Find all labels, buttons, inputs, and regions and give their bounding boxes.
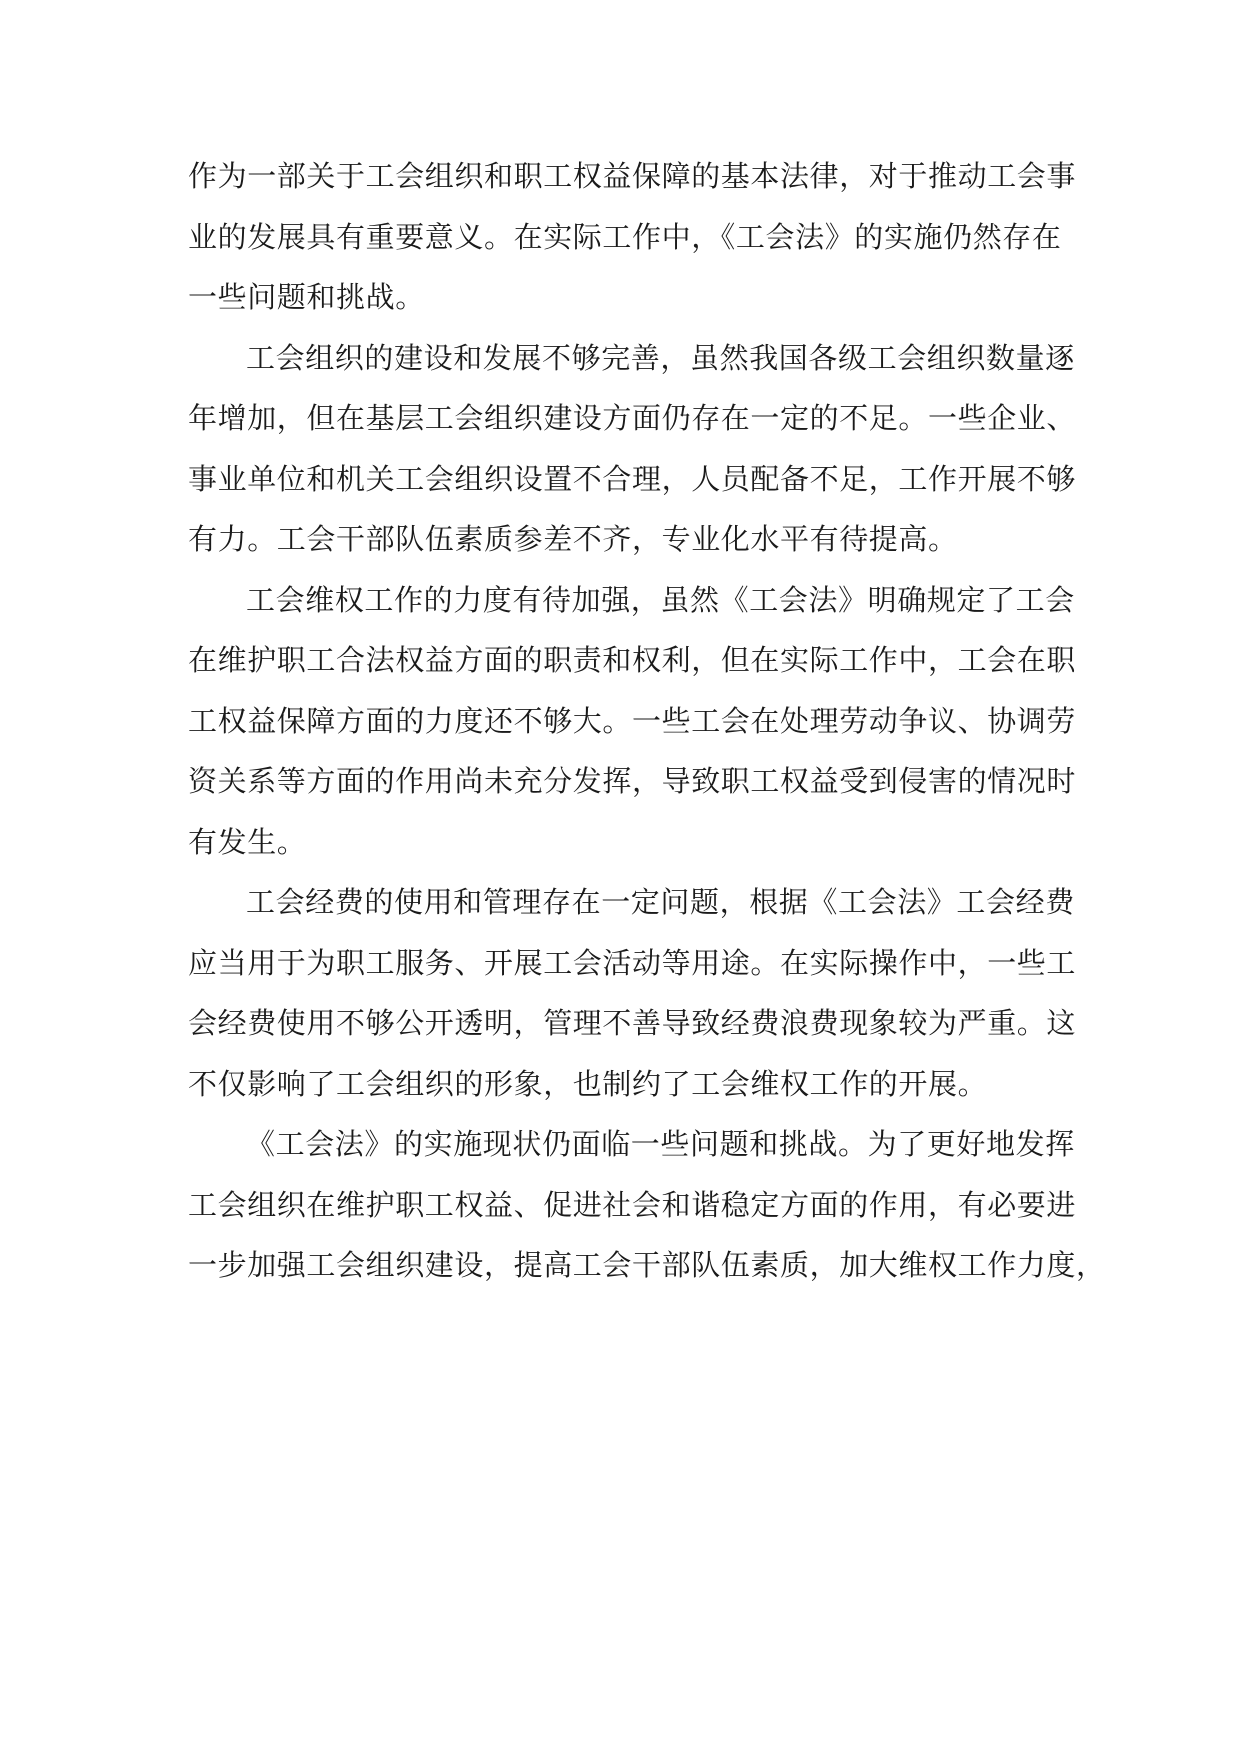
text-line: 不仅影响了工会组织的形象，也制约了工会维权工作的开展。 (188, 1066, 988, 1101)
text-line: 年增加，但在基层工会组织建设方面仍存在一定的不足。一些企业、 (188, 401, 1077, 435)
text-line: 业的发展具有重要意义。在实际工作中，《工会法》的实施仍然存在 (188, 219, 1062, 254)
text-line: 作为一部关于工会组织和职工权益保障的基本法律，对于推动工会事 (188, 159, 1077, 193)
text-line: 资关系等方面的作用尚未充分发挥，导致职工权益受到侵害的情况时 (188, 764, 1077, 798)
paragraph-1 (188, 146, 1077, 328)
paragraph-5 (188, 1114, 1106, 1296)
text-line: 会经费使用不够公开透明，管理不善导致经费浪费现象较为严重。这 (188, 1006, 1077, 1040)
text-line: 一些问题和挑战。 (188, 280, 425, 314)
text-line: 《工会法》的实施现状仍面临一些问题和挑战。为了更好地发挥 (246, 1127, 1075, 1161)
document-body (188, 146, 1106, 1296)
text-line: 事业单位和机关工会组织设置不合理，人员配备不足，工作开展不够 (188, 461, 1077, 496)
text-line: 一步加强工会组织建设，提高工会干部队伍素质，加大维权工作力度， (188, 1248, 1106, 1282)
paragraph-4 (188, 872, 1077, 1114)
text-line: 有力。工会干部队伍素质参差不齐，专业化水平有待提高。 (188, 522, 958, 556)
text-line: 工权益保障方面的力度还不够大。一些工会在处理劳动争议、协调劳 (188, 703, 1077, 738)
paragraph-3 (188, 570, 1077, 873)
text-line: 有发生。 (188, 824, 307, 859)
text-line: 在维护职工合法权益方面的职责和权利，但在实际工作中，工会在职 (188, 643, 1077, 677)
text-line: 工会组织在维护职工权益、促进社会和谐稳定方面的作用，有必要进 (188, 1187, 1077, 1222)
text-line: 工会维权工作的力度有待加强，虽然《工会法》明确规定了工会 (246, 582, 1075, 617)
text-line: 应当用于为职工服务、开展工会活动等用途。在实际操作中，一些工 (188, 945, 1077, 980)
text-line: 工会经费的使用和管理存在一定问题，根据《工会法》工会经费 (246, 885, 1075, 919)
text-line: 工会组织的建设和发展不够完善，虽然我国各级工会组织数量逐 (246, 340, 1075, 375)
paragraph-2 (188, 328, 1077, 570)
